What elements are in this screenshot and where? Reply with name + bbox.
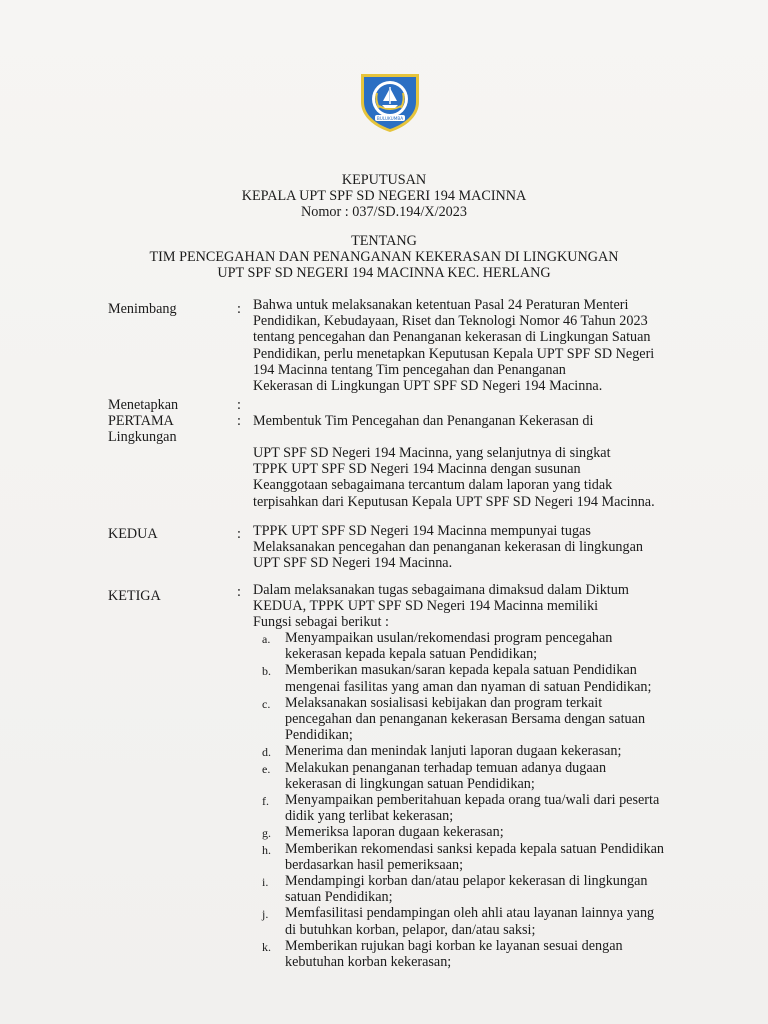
body-line: UPT SPF SD Negeri 194 Macinna. — [253, 555, 453, 572]
item-line: Menyampaikan pemberitahuan kepada orang tua/wali dari peserta — [285, 792, 660, 809]
label-line: Lingkungan — [108, 429, 177, 446]
colon: : — [237, 397, 241, 413]
list-item — [253, 695, 713, 744]
list-item — [253, 760, 713, 792]
body-line: UPT SPF SD Negeri 194 Macinna, yang selanjutnya di singkat — [253, 445, 611, 461]
colon: : — [237, 526, 241, 542]
body-line: Kekerasan di Lingkungan UPT SPF SD Negeri 194 Macinna. — [253, 378, 603, 395]
list-item — [253, 905, 713, 937]
list-item — [253, 873, 713, 905]
item-line: Melaksanakan sosialisasi kebijakan dan program terkait — [285, 694, 603, 711]
regency-emblem-logo — [355, 68, 425, 134]
section-body — [253, 523, 693, 572]
body-line: tentang pencegahan dan Penanganan kekerasan di Lingkungan Satuan — [253, 329, 651, 346]
item-line: Mendampingi korban dan/atau pelapor kekerasan di lingkungan — [285, 873, 648, 890]
item-line: satuan Pendidikan; — [285, 889, 393, 906]
list-marker: c. — [262, 696, 271, 711]
list-marker: d. — [262, 745, 271, 760]
body-line: terpisahkan dari Keputusan Kepala UPT SPF SD Negeri 194 Macinna. — [253, 493, 655, 510]
item-line: pencegahan dan penanganan kekerasan Bersama dengan satuan — [285, 711, 646, 728]
decree-number: Nomor : 037/SD.194/X/2023 — [301, 204, 467, 220]
item-line: di butuhkan korban, pelapor, dan/atau saksi; — [285, 921, 536, 938]
body-line: KEDUA, TPPK UPT SPF SD Negeri 194 Macinna memiliki — [253, 598, 599, 615]
subject-line: UPT SPF SD NEGERI 194 MACINNA KEC. HERLANG — [217, 265, 551, 281]
section-body — [253, 582, 693, 631]
list-marker: k. — [262, 939, 271, 954]
decree-title — [0, 172, 768, 220]
body-line: Pendidikan, Kebudayaan, Riset dan Teknologi Nomor 46 Tahun 2023 — [253, 313, 648, 330]
list-marker: i. — [262, 875, 269, 890]
item-line: Memberikan rujukan bagi korban ke layanan sesuai dengan — [285, 937, 623, 954]
colon: : — [237, 301, 241, 317]
item-line: Memfasilitasi pendampingan oleh ahli atau layanan lainnya yang — [285, 905, 655, 922]
item-line: Memeriksa laporan dugaan kekerasan; — [285, 824, 504, 841]
list-marker: f. — [262, 794, 269, 809]
list-marker: b. — [262, 664, 271, 679]
title-line: KEPUTUSAN — [341, 172, 427, 188]
shield-emblem-icon — [355, 68, 425, 134]
list-item — [253, 743, 713, 759]
subject-line: TENTANG — [351, 233, 417, 249]
body-line: Keanggotaan sebagaimana tercantum dalam laporan yang tidak — [253, 477, 613, 494]
list-item — [253, 938, 713, 970]
item-line: mengenai fasilitas yang aman dan nyaman di satuan Pendidikan; — [285, 678, 652, 695]
section-label: KETIGA — [108, 588, 161, 604]
section-body — [253, 297, 693, 394]
item-line: didik yang terlibat kekerasan; — [285, 808, 454, 825]
subject-line: TIM PENCEGAHAN DAN PENANGANAN KEKERASAN DI LINGKUNGAN — [149, 249, 619, 265]
list-item — [253, 792, 713, 824]
item-line: berdasarkan hasil pemeriksaan; — [285, 856, 464, 873]
item-line: kekerasan di lingkungan satuan Pendidikan; — [285, 775, 535, 792]
item-line: Menerima dan menindak lanjuti laporan dugaan kekerasan; — [285, 743, 622, 760]
section-label: Menimbang — [108, 301, 177, 317]
item-line: Melakukan penanganan terhadap temuan adanya dugaan — [285, 759, 607, 776]
item-line: Memberikan masukan/saran kepada kepala satuan Pendidikan — [285, 662, 637, 679]
body-line: Dalam melaksanakan tugas sebagaimana dimaksud dalam Diktum — [253, 582, 629, 598]
section-body-first-line: Membentuk Tim Pencegahan dan Penanganan Kekerasan di — [253, 413, 594, 429]
list-item — [253, 662, 713, 694]
logo-text: BULUKUMBA — [376, 116, 404, 121]
function-list — [253, 630, 713, 970]
body-line: Bahwa untuk melaksanakan ketentuan Pasal 24 Peraturan Menteri — [253, 297, 629, 313]
item-line: Pendidikan; — [285, 727, 353, 744]
section-label — [108, 413, 177, 445]
item-line: kebutuhan korban kekerasan; — [285, 954, 452, 971]
body-line: 194 Macinna tentang Tim pencegahan dan Penanganan — [253, 361, 566, 378]
body-line: TPPK UPT SPF SD Negeri 194 Macinna mempunyai tugas — [253, 523, 591, 539]
section-label: KEDUA — [108, 526, 158, 542]
decree-subject — [0, 233, 768, 281]
colon: : — [237, 584, 241, 600]
list-item — [253, 841, 713, 873]
label-line: PERTAMA — [108, 413, 174, 429]
title-line: KEPALA UPT SPF SD NEGERI 194 MACINNA — [241, 188, 527, 204]
body-line: Melaksanakan pencegahan dan penanganan kekerasan di lingkungan — [253, 539, 643, 556]
list-item — [253, 630, 713, 662]
list-marker: j. — [262, 907, 269, 922]
item-line: kekerasan kepada kepala satuan Pendidikan; — [285, 646, 538, 663]
body-line: Pendidikan, perlu menetapkan Keputusan Kepala UPT SPF SD Negeri — [253, 345, 655, 362]
list-marker: a. — [262, 632, 271, 646]
list-item — [253, 824, 713, 840]
body-line: Fungsi sebagai berikut : — [253, 614, 389, 631]
colon: : — [237, 413, 241, 429]
section-body — [253, 445, 693, 510]
section-label: Menetapkan — [108, 397, 179, 413]
list-marker: e. — [262, 761, 271, 776]
list-marker: h. — [262, 842, 271, 857]
item-line: Menyampaikan usulan/rekomendasi program pencegahan — [285, 630, 613, 646]
list-marker: g. — [262, 826, 271, 841]
body-line: TPPK UPT SPF SD Negeri 194 Macinna dengan susunan — [253, 461, 581, 478]
item-line: Memberikan rekomendasi sanksi kepada kepala satuan Pendidikan — [285, 840, 665, 857]
